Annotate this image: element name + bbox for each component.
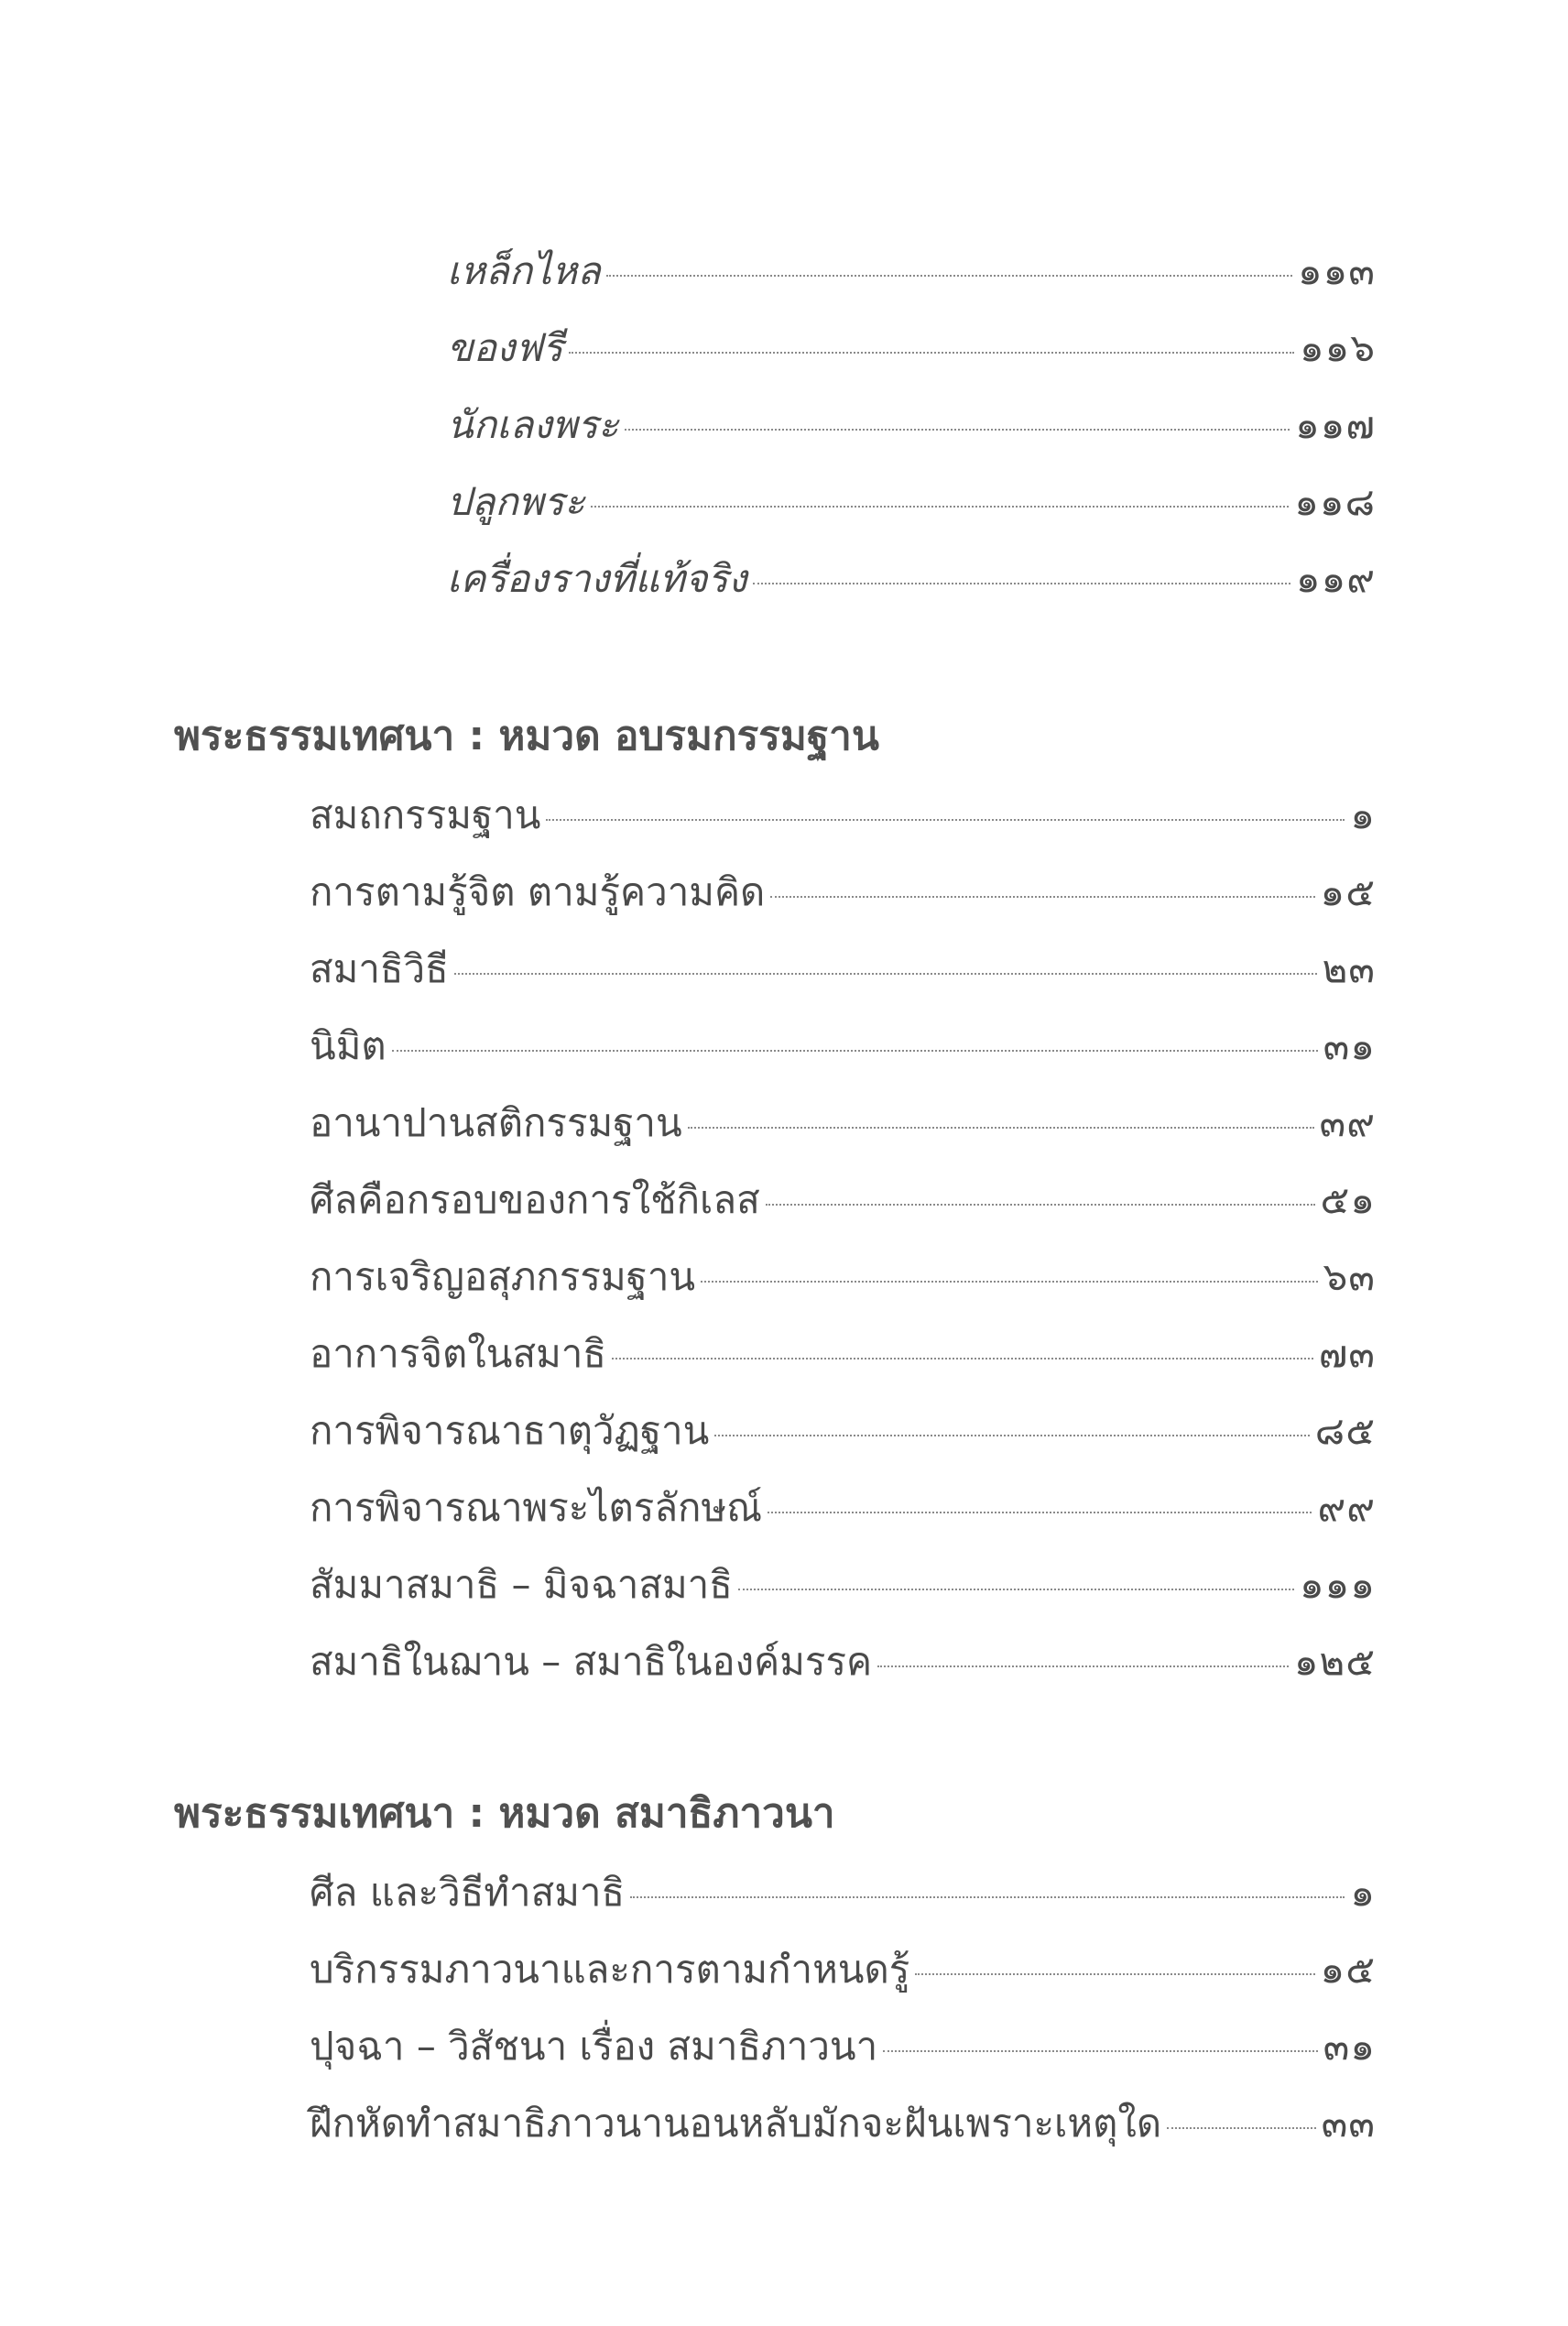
dot-leader [625, 429, 1290, 431]
toc-entry-page: ๑ [1350, 1870, 1376, 1915]
toc-entry-page: ๙๙ [1317, 1485, 1376, 1530]
toc-entry-page: ๑๑๘ [1294, 479, 1376, 524]
dot-leader [546, 819, 1345, 821]
dot-leader [688, 1127, 1314, 1129]
toc-entry [310, 2021, 1376, 2072]
toc-entry-title: สมาธิในฌาน – สมาธิในองค์มรรค [310, 1639, 873, 1684]
dot-leader [701, 1281, 1317, 1283]
toc-entry [447, 246, 1376, 297]
toc-entry-title: อานาปานสติกรรมฐาน [310, 1100, 682, 1145]
dot-leader [877, 1665, 1289, 1667]
toc-entry-page: ๑๑๓ [1297, 248, 1376, 293]
dot-leader [612, 1358, 1313, 1360]
toc-entry-title: สมถกรรมฐาน [310, 792, 541, 837]
toc-entry-title: ศีล และวิธีทำสมาธิ [310, 1870, 626, 1915]
dot-leader [569, 352, 1294, 354]
toc-entry-title: เหล็กไหล [447, 248, 601, 293]
dot-leader [738, 1589, 1294, 1590]
toc-entry [310, 790, 1376, 841]
toc-entry-page: ๑๑๗ [1295, 402, 1376, 447]
dot-leader [606, 275, 1292, 277]
toc-entry [310, 1097, 1376, 1149]
toc-entry-page: ๓๙ [1319, 1100, 1376, 1145]
toc-entry-title: สมาธิวิธี [310, 946, 449, 991]
toc-entry [310, 1251, 1376, 1303]
toc-entry [447, 553, 1376, 605]
toc-entry [310, 944, 1376, 995]
toc-entry-title: การเจริญอสุภกรรมฐาน [310, 1254, 696, 1299]
toc-entry-title: เครื่องรางที่แท้จริง [447, 556, 747, 601]
toc-entry-title: สัมมาสมาธิ – มิจฉาสมาธิ [310, 1562, 733, 1607]
toc-entry [447, 476, 1376, 528]
toc-entry [310, 1021, 1376, 1072]
toc-entry-page: ๗๓ [1318, 1331, 1376, 1376]
dot-leader [915, 1973, 1314, 1975]
dot-leader [714, 1435, 1309, 1436]
dot-leader [766, 1204, 1315, 1206]
dot-leader [392, 1050, 1318, 1052]
toc-entry [310, 1174, 1376, 1226]
dot-leader [630, 1896, 1345, 1898]
toc-entry [310, 1944, 1376, 1995]
toc-entry-title: การพิจารณาธาตุวัฏฐาน [310, 1408, 710, 1453]
toc-entry [310, 1405, 1376, 1457]
dot-leader [768, 1512, 1312, 1513]
toc-entry-title: การพิจารณาพระไตรลักษณ์ [310, 1485, 763, 1530]
dot-leader [753, 583, 1290, 584]
toc-entry-title: บริกรรมภาวนาและการตามกำหนดรู้ [310, 1947, 910, 1992]
dot-leader [883, 2050, 1317, 2052]
toc-entry-page: ๑๕ [1320, 869, 1376, 914]
toc-entry-page: ๑๑๖ [1300, 325, 1376, 370]
toc-entry [310, 1559, 1376, 1611]
toc-entry-title: ศีลคือกรอบของการใช้กิเลส [310, 1177, 760, 1222]
dot-leader [770, 896, 1314, 898]
toc-entry-page: ๑๒๕ [1293, 1639, 1376, 1684]
toc-entry-page: ๑๑๙ [1295, 556, 1376, 601]
toc-entry-page: ๖๓ [1323, 1254, 1376, 1299]
toc-entry-title: อาการจิตในสมาธิ [310, 1331, 607, 1376]
toc-entry [310, 1482, 1376, 1534]
toc-entry [310, 1636, 1376, 1687]
toc-entry-page: ๑๑๑ [1300, 1562, 1376, 1607]
toc-entry [310, 2098, 1376, 2149]
toc-entry-title: การตามรู้จิต ตามรู้ความคิด [310, 869, 766, 914]
toc-entry-title: ของฟรี [447, 325, 563, 370]
toc-entry-page: ๕๑ [1320, 1177, 1376, 1222]
dot-leader [454, 973, 1317, 975]
toc-entry-page: ๑ [1350, 792, 1376, 837]
toc-entry-page: ๑๕ [1320, 1947, 1376, 1992]
section-heading: พระธรรมเทศนา : หมวด อบรมกรรมฐาน [174, 713, 879, 759]
toc-entry [447, 399, 1376, 451]
toc-entry-page: ๓๓ [1321, 2101, 1376, 2146]
dot-leader [1167, 2127, 1315, 2129]
toc-entry-page: ๓๑ [1323, 1023, 1376, 1068]
toc-entry [447, 322, 1376, 374]
dot-leader [591, 506, 1290, 508]
section-heading: พระธรรมเทศนา : หมวด สมาธิภาวนา [174, 1790, 835, 1837]
toc-entry [310, 867, 1376, 918]
toc-entry [310, 1867, 1376, 1918]
toc-entry-page: ๓๑ [1323, 2024, 1376, 2069]
toc-entry-title: นักเลงพระ [447, 402, 619, 447]
toc-entry-page: ๘๕ [1314, 1408, 1376, 1453]
toc-entry-title: ฝึกหัดทำสมาธิภาวนานอนหลับมักจะฝันเพราะเหตุใด [310, 2101, 1162, 2146]
toc-entry [310, 1328, 1376, 1380]
toc-entry-title: ปลูกพระ [447, 479, 585, 524]
toc-entry-title: ปุจฉา – วิสัชนา เรื่อง สมาธิภาวนา [310, 2024, 878, 2069]
toc-entry-title: นิมิต [310, 1023, 387, 1068]
toc-entry-page: ๒๓ [1322, 946, 1376, 991]
